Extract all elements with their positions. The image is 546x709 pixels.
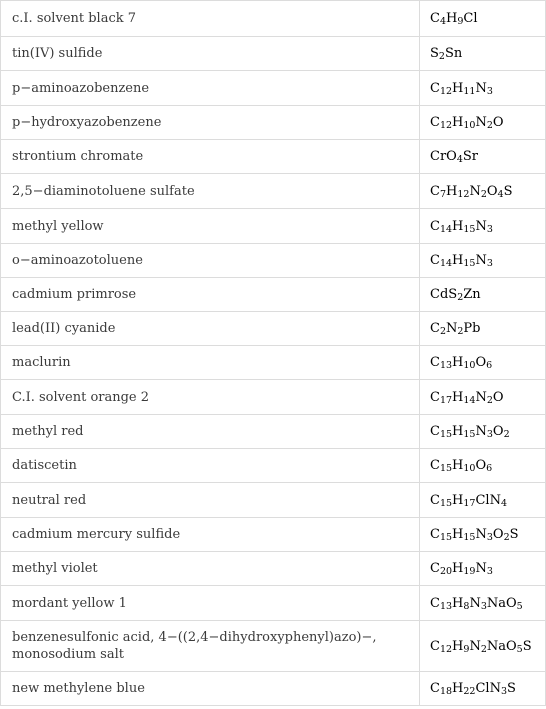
compound-name: new methylene blue xyxy=(12,681,145,696)
formula-element: H xyxy=(452,527,464,542)
formula-element: Sn xyxy=(444,46,463,61)
compound-name-cell xyxy=(1,672,420,706)
formula-element: H xyxy=(452,389,464,405)
formula-element: Pb xyxy=(463,321,481,336)
formula-subscript: 2 xyxy=(439,326,446,337)
formula-subscript: 12 xyxy=(439,643,453,655)
molecular-formula-cell xyxy=(420,278,546,312)
table-row xyxy=(1,140,546,174)
table-row xyxy=(1,1,546,37)
formula-element: H xyxy=(452,638,464,654)
formula-subscript: 10 xyxy=(463,360,476,371)
table-row xyxy=(1,71,546,106)
formula-element: O xyxy=(492,424,504,439)
molecular-formula-cell xyxy=(420,672,546,706)
formula-element: N xyxy=(469,183,481,199)
table-row xyxy=(1,415,546,449)
formula-element: C xyxy=(430,218,440,234)
formula-element: O xyxy=(492,389,504,405)
formula-subscript: 4 xyxy=(500,497,508,509)
compound-name: methyl yellow xyxy=(12,218,104,234)
formula-subscript: 12 xyxy=(439,85,453,97)
formula-element: C xyxy=(430,115,440,130)
formula-element: H xyxy=(452,492,464,508)
compound-name-cell xyxy=(1,552,420,586)
formula-element: C xyxy=(430,681,440,696)
formula-element: C xyxy=(430,355,440,370)
compound-name: cadmium primrose xyxy=(12,287,137,302)
formula-element: C xyxy=(430,11,440,26)
molecular-formula-cell xyxy=(420,621,546,672)
formula-subscript: 19 xyxy=(463,566,476,577)
formula-subscript: 13 xyxy=(439,360,453,371)
formula-element: O xyxy=(486,183,498,199)
formula-subscript: 14 xyxy=(463,394,476,406)
formula-subscript: 4 xyxy=(497,188,504,200)
compound-name: maclurin xyxy=(12,355,71,370)
formula-element: S xyxy=(509,527,519,542)
formula-element: C xyxy=(430,561,440,576)
formula-element: C xyxy=(430,595,440,611)
formula-element: C xyxy=(430,638,440,654)
formula-element: C xyxy=(430,321,440,336)
formula-subscript: 5 xyxy=(516,643,523,655)
compound-name-cell xyxy=(1,483,420,518)
formula-element: Cl xyxy=(463,11,478,26)
formula-element: H xyxy=(452,458,464,473)
formula-element: S xyxy=(522,638,532,654)
formula-subscript: 7 xyxy=(439,188,446,200)
molecular-formula-cell xyxy=(420,346,546,380)
formula-subscript: 3 xyxy=(500,686,508,697)
table-row xyxy=(1,106,546,140)
formula-subscript: 17 xyxy=(439,394,453,406)
formula-subscript: 15 xyxy=(463,532,476,543)
formula-subscript: 10 xyxy=(463,463,476,474)
table-row xyxy=(1,380,546,415)
formula-element: S xyxy=(430,46,439,61)
table-row xyxy=(1,518,546,552)
formula-subscript: 3 xyxy=(480,600,487,612)
formula-subscript: 14 xyxy=(439,258,453,269)
table-row xyxy=(1,278,546,312)
molecular-formula-cell xyxy=(420,483,546,518)
formula-element: N xyxy=(475,561,487,576)
formula-subscript: 6 xyxy=(486,360,493,371)
molecular-formula-cell xyxy=(420,415,546,449)
formula-element: N xyxy=(475,218,487,234)
compound-name: o−aminoazotoluene xyxy=(12,253,143,268)
compound-name-cell xyxy=(1,415,420,449)
formula-subscript: 15 xyxy=(439,463,453,474)
molecular-formula-cell xyxy=(420,449,546,483)
formula-subscript: 20 xyxy=(439,566,453,577)
formula-subscript: 9 xyxy=(457,16,464,27)
table-row xyxy=(1,174,546,209)
formula-subscript: 15 xyxy=(463,223,476,235)
molecular-formula-cell xyxy=(420,380,546,415)
formula-subscript: 2 xyxy=(480,188,487,200)
compound-name-cell xyxy=(1,209,420,244)
compound-name-cell xyxy=(1,174,420,209)
formula-subscript: 15 xyxy=(439,532,453,543)
compound-name-cell xyxy=(1,37,420,71)
compound-name-cell xyxy=(1,380,420,415)
compound-name-cell xyxy=(1,312,420,346)
formula-element: C xyxy=(430,389,440,405)
formula-element: CrO xyxy=(430,149,457,164)
formula-subscript: 3 xyxy=(486,223,493,235)
compound-name: c.I. solvent black 7 xyxy=(12,11,137,26)
formula-subscript: 2 xyxy=(457,292,464,303)
formula-subscript: 10 xyxy=(463,120,476,131)
formula-element: ClN xyxy=(475,492,501,508)
formula-element: CdS xyxy=(430,287,458,302)
formula-element: H xyxy=(452,424,464,439)
formula-element: C xyxy=(430,183,440,199)
formula-subscript: 2 xyxy=(503,429,510,440)
table-body xyxy=(1,1,546,706)
molecular-formula-cell xyxy=(420,1,546,37)
formula-subscript: 8 xyxy=(463,600,470,612)
table-row xyxy=(1,672,546,706)
molecular-formula-cell xyxy=(420,552,546,586)
formula-element: Sr xyxy=(462,149,478,164)
formula-subscript: 11 xyxy=(463,85,476,97)
formula-subscript: 15 xyxy=(463,258,476,269)
compound-name: lead(II) cyanide xyxy=(12,321,116,336)
formula-element: NaO xyxy=(486,638,517,654)
compound-name: methyl red xyxy=(12,424,84,439)
compound-name-cell xyxy=(1,518,420,552)
formula-element: H xyxy=(452,253,464,268)
compound-name: strontium chromate xyxy=(12,149,144,164)
formula-element: H xyxy=(452,681,464,696)
formula-element: H xyxy=(452,355,464,370)
formula-subscript: 3 xyxy=(486,532,493,543)
formula-element: C xyxy=(430,424,440,439)
formula-element: H xyxy=(452,115,464,130)
compound-name-cell xyxy=(1,586,420,621)
formula-subscript: 2 xyxy=(457,326,464,337)
formula-element: N xyxy=(446,321,458,336)
table-row xyxy=(1,244,546,278)
table-row xyxy=(1,209,546,244)
formula-subscript: 3 xyxy=(486,85,493,97)
molecular-formula-cell xyxy=(420,518,546,552)
molecular-formula-cell xyxy=(420,586,546,621)
compound-name-cell xyxy=(1,244,420,278)
formula-element: O xyxy=(492,527,504,542)
formula-subscript: 15 xyxy=(463,429,476,440)
molecular-formula-cell xyxy=(420,71,546,106)
formula-subscript: 13 xyxy=(439,600,453,612)
compound-name: cadmium mercury sulfide xyxy=(12,527,181,542)
formula-element: H xyxy=(446,183,458,199)
compound-name-cell xyxy=(1,278,420,312)
formula-subscript: 2 xyxy=(438,51,445,62)
table-row xyxy=(1,483,546,518)
compound-name-cell xyxy=(1,71,420,106)
compound-name: p−aminoazobenzene xyxy=(12,80,150,96)
formula-subscript: 15 xyxy=(439,429,453,440)
compound-name-cell xyxy=(1,346,420,380)
compound-name: mordant yellow 1 xyxy=(12,595,127,611)
compound-name: C.I. solvent orange 2 xyxy=(12,389,150,405)
formula-element: O xyxy=(492,115,504,130)
formula-element: C xyxy=(430,492,440,508)
compound-name-cell xyxy=(1,621,420,672)
formula-subscript: 3 xyxy=(486,566,493,577)
table-row xyxy=(1,346,546,380)
table-row xyxy=(1,37,546,71)
formula-subscript: 6 xyxy=(486,463,493,474)
compound-name: methyl violet xyxy=(12,561,98,576)
table-row xyxy=(1,449,546,483)
formula-subscript: 14 xyxy=(439,223,453,235)
formula-element: Zn xyxy=(463,287,481,302)
compound-name-cell xyxy=(1,1,420,37)
formula-element: N xyxy=(469,638,481,654)
formula-element: S xyxy=(503,183,513,199)
formula-subscript: 17 xyxy=(463,497,476,509)
formula-element: H xyxy=(446,11,458,26)
molecular-formula-cell xyxy=(420,37,546,71)
formula-element: C xyxy=(430,253,440,268)
formula-subscript: 2 xyxy=(486,120,493,131)
compound-name-cell xyxy=(1,140,420,174)
formula-element: N xyxy=(475,115,487,130)
formula-subscript: 3 xyxy=(486,429,493,440)
formula-element: NaO xyxy=(486,595,517,611)
formula-element: N xyxy=(475,389,487,405)
compound-name-cell xyxy=(1,106,420,140)
table-row xyxy=(1,312,546,346)
formula-subscript: 4 xyxy=(456,154,463,165)
molecular-formula-cell xyxy=(420,174,546,209)
formula-element: H xyxy=(452,80,464,96)
molecular-formula-cell xyxy=(420,140,546,174)
formula-element: N xyxy=(469,595,481,611)
formula-element: O xyxy=(475,355,487,370)
formula-element: N xyxy=(475,253,487,268)
compound-name-cell xyxy=(1,449,420,483)
table-row xyxy=(1,552,546,586)
formula-element: S xyxy=(507,681,516,696)
formula-subscript: 12 xyxy=(439,120,453,131)
table-row xyxy=(1,586,546,621)
formula-element: C xyxy=(430,458,440,473)
formula-subscript: 22 xyxy=(463,686,476,697)
formula-subscript: 18 xyxy=(439,686,453,697)
compound-name: benzenesulfonic acid, 4−((2,4−dihydroxyphenyl)azo)−, monosodium salt xyxy=(12,630,377,662)
formula-subscript: 3 xyxy=(486,258,493,269)
molecular-formula-cell xyxy=(420,312,546,346)
molecular-formula-cell xyxy=(420,244,546,278)
formula-subscript: 5 xyxy=(516,600,523,612)
formula-element: N xyxy=(475,527,487,542)
compound-name: 2,5−diaminotoluene sulfate xyxy=(12,183,195,199)
formula-element: C xyxy=(430,80,440,96)
table-row xyxy=(1,621,546,672)
formula-subscript: 12 xyxy=(457,188,470,200)
compound-name: datiscetin xyxy=(12,458,77,473)
formula-element: N xyxy=(475,80,487,96)
formula-subscript: 2 xyxy=(480,643,487,655)
formula-subscript: 2 xyxy=(503,532,510,543)
formula-element: ClN xyxy=(475,681,501,696)
formula-element: H xyxy=(452,561,464,576)
formula-element: H xyxy=(452,218,464,234)
formula-element: C xyxy=(430,527,440,542)
molecular-formula-cell xyxy=(420,106,546,140)
formula-element: O xyxy=(475,458,487,473)
formula-subscript: 15 xyxy=(439,497,453,509)
formula-element: N xyxy=(475,424,487,439)
formula-element: H xyxy=(452,595,464,611)
compound-name: p−hydroxyazobenzene xyxy=(12,115,162,130)
formula-subscript: 4 xyxy=(439,16,446,27)
formula-subscript: 9 xyxy=(463,643,470,655)
compound-name: neutral red xyxy=(12,492,87,508)
molecular-formula-cell xyxy=(420,209,546,244)
compound-name: tin(IV) sulfide xyxy=(12,46,103,61)
formula-subscript: 2 xyxy=(486,394,493,406)
